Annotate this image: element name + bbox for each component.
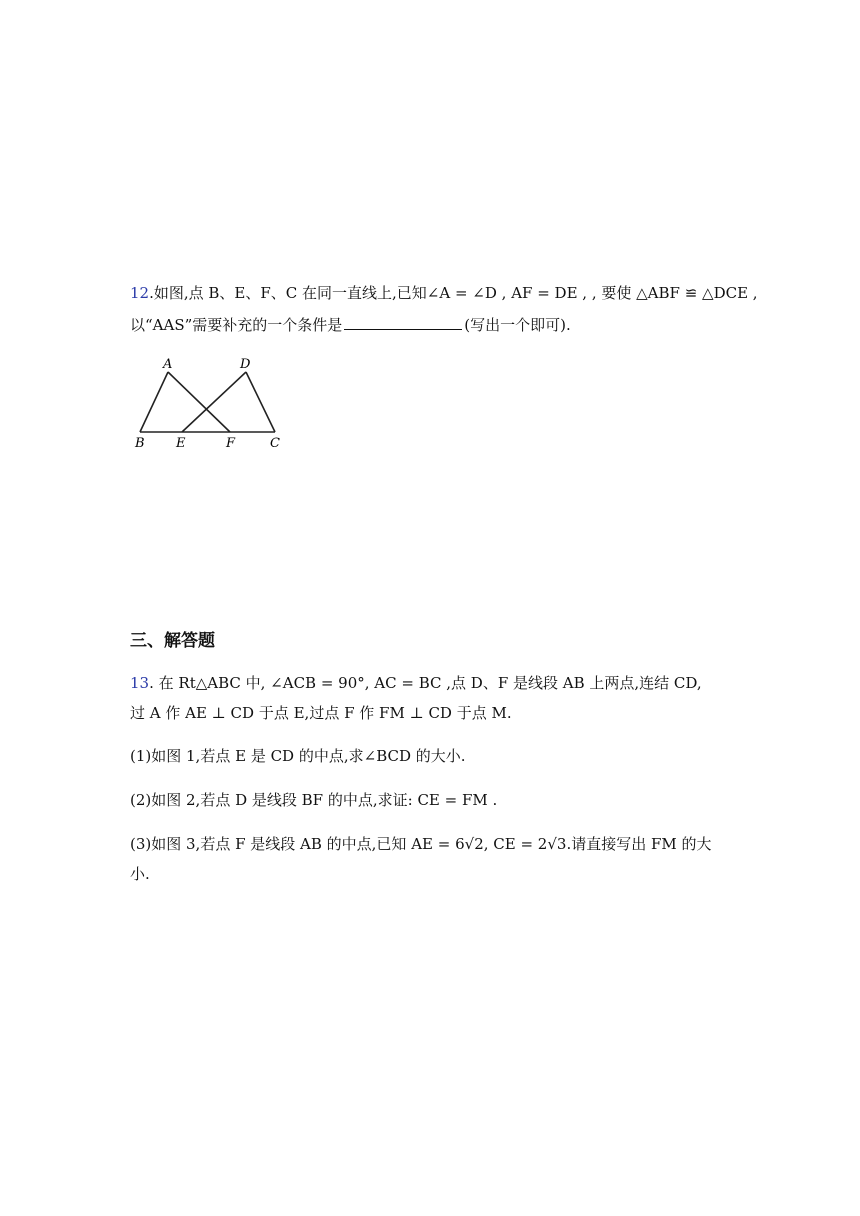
label-c: C [270,436,280,451]
q13-line-1 [130,672,702,694]
q12-text-2a: 以“AAS”需要补充的一个条件是 [130,316,343,334]
segment-af [168,372,230,432]
q12-text-1: .如图,点 B、E、F、C 在同一直线上,已知∠A = ∠D , AF = DE , , 要使 △ABF ≌ △DCE , [149,284,758,302]
answer-blank[interactable] [344,315,462,330]
segment-ba [140,372,168,432]
label-d: D [240,357,251,372]
q12-triangle-figure [130,352,290,454]
q13-part-3-line-1: (3)如图 3,若点 F 是线段 AB 的中点,已知 AE = 6√2, CE = 2√3.请直接写出 FM 的大 [130,835,712,853]
q12-line-2 [130,314,571,336]
q13-number: 13 [130,674,150,692]
q12-number: 12 [130,284,150,302]
segment-dc [246,372,275,432]
label-f: F [226,436,236,451]
q12-text-2b: (写出一个即可). [464,316,571,334]
segment-ed [182,372,246,432]
q13-part-1: (1)如图 1,若点 E 是 CD 的中点,求∠BCD 的大小. [130,747,466,765]
label-e: E [176,436,186,451]
q13-line-2: 过 A 作 AE ⊥ CD 于点 E,过点 F 作 FM ⊥ CD 于点 M. [130,704,512,722]
label-a: A [163,357,173,372]
q13-part-3-line-2: 小. [130,865,150,883]
q13-text-1: . 在 Rt△ABC 中, ∠ACB = 90°, AC = BC ,点 D、F 是线段 AB 上两点,连结 CD, [149,674,702,692]
section-heading: 三、解答题 [130,631,215,651]
label-b: B [135,436,145,451]
q13-part-2: (2)如图 2,若点 D 是线段 BF 的中点,求证: CE = FM . [130,791,498,809]
q12-line-1 [130,282,758,304]
